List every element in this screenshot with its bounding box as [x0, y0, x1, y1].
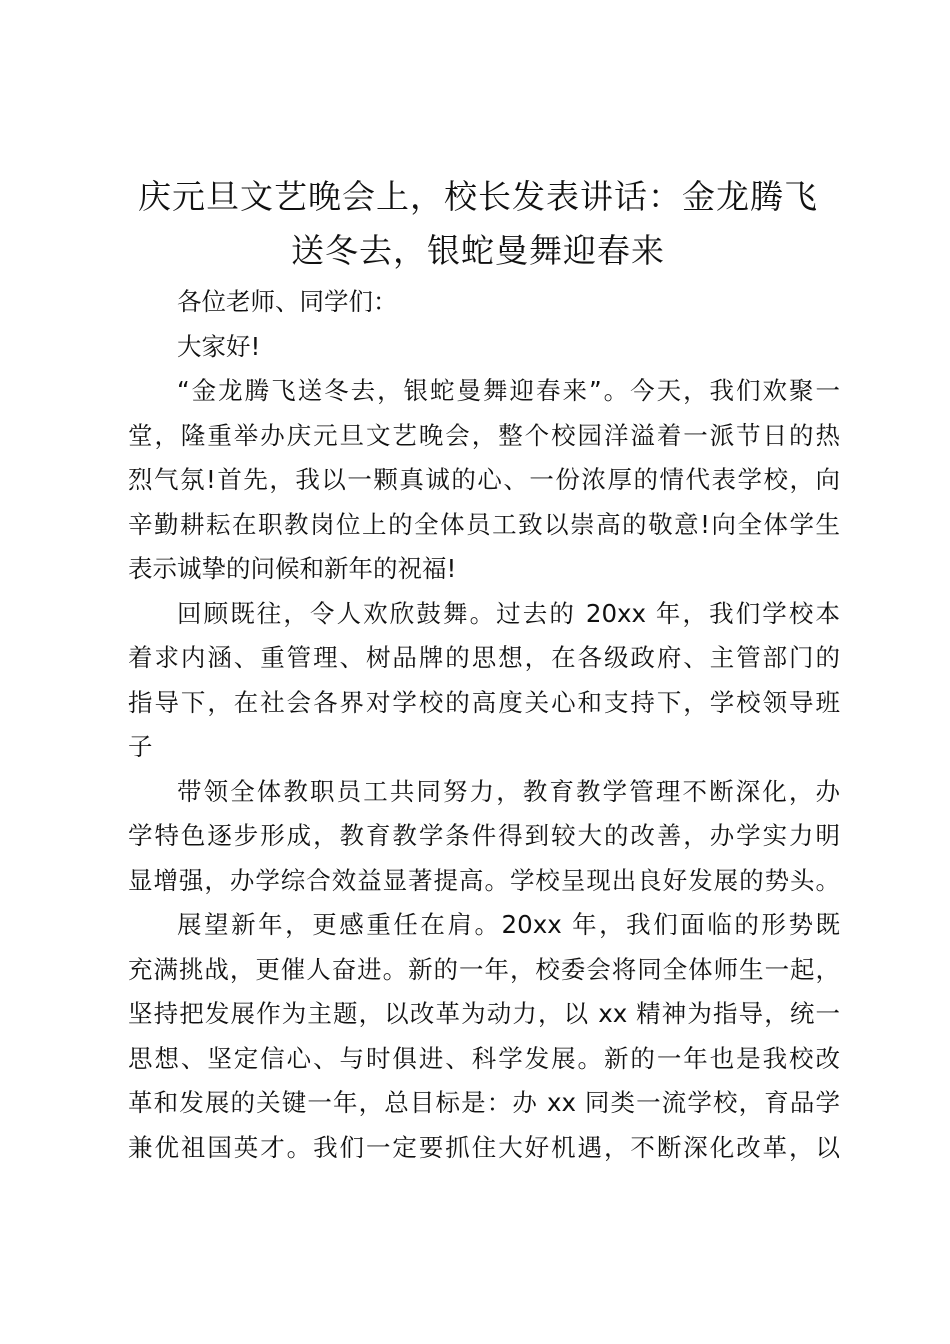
- paragraph-line: 辛勤耕耘在职教岗位上的全体员工致以崇高的敬意!向全体学生: [128, 509, 840, 539]
- paragraph-line: 革和发展的关键一年，总目标是：办 xx 同类一流学校，育品学: [128, 1088, 840, 1117]
- paragraph-line: 堂，隆重举办庆元旦文艺晚会，整个校园洋溢着一派节日的热: [128, 420, 840, 450]
- paragraph-line: 思想、坚定信心、与时俱进、科学发展。新的一年也是我校改: [128, 1043, 840, 1073]
- paragraph-line: “金龙腾飞送冬去，银蛇曼舞迎春来”。今天，我们欢聚一: [177, 376, 840, 405]
- paragraph-line: 子: [128, 732, 153, 761]
- paragraph-line: 指导下，在社会各界对学校的高度关心和支持下，学校领导班: [128, 687, 840, 717]
- paragraph-line: 表示诚挚的问候和新年的祝福!: [128, 554, 457, 583]
- paragraph-line: 展望新年，更感重任在肩。20xx 年，我们面临的形势既: [177, 910, 840, 939]
- paragraph-line: 显增强，办学综合效益显著提高。学校呈现出良好发展的势头。: [128, 865, 840, 895]
- title-line: 送冬去，银蛇曼舞迎春来: [291, 231, 665, 270]
- salutation: 各位老师、同学们：: [177, 287, 398, 316]
- paragraph-line: 着求内涵、重管理、树品牌的思想，在各级政府、主管部门的: [128, 643, 840, 672]
- title-line: 庆元旦文艺晚会上，校长发表讲话：金龙腾飞: [138, 177, 818, 216]
- paragraph-line: 兼优祖国英才。我们一定要抓住大好机遇，不断深化改革，以: [128, 1132, 840, 1162]
- paragraph-line: 回顾既往，令人欢欣鼓舞。过去的 20xx 年，我们学校本: [177, 598, 840, 628]
- document-body: [128, 280, 840, 1170]
- paragraph-line: 充满挑战，更催人奋进。新的一年，校委会将同全体师生一起，: [128, 954, 840, 984]
- paragraph-line: 烈气氛!首先，我以一颗真诚的心、一份浓厚的情代表学校，向: [128, 465, 840, 494]
- paragraph-line: 坚持把发展作为主题，以改革为动力，以 xx 精神为指导，统一: [128, 999, 840, 1028]
- paragraph-line: 带领全体教职员工共同努力，教育教学管理不断深化，办: [177, 776, 840, 806]
- paragraph-line: 学特色逐步形成，教育教学条件得到较大的改善，办学实力明: [128, 821, 840, 850]
- greeting: 大家好!: [177, 331, 261, 361]
- document-title: [118, 170, 838, 278]
